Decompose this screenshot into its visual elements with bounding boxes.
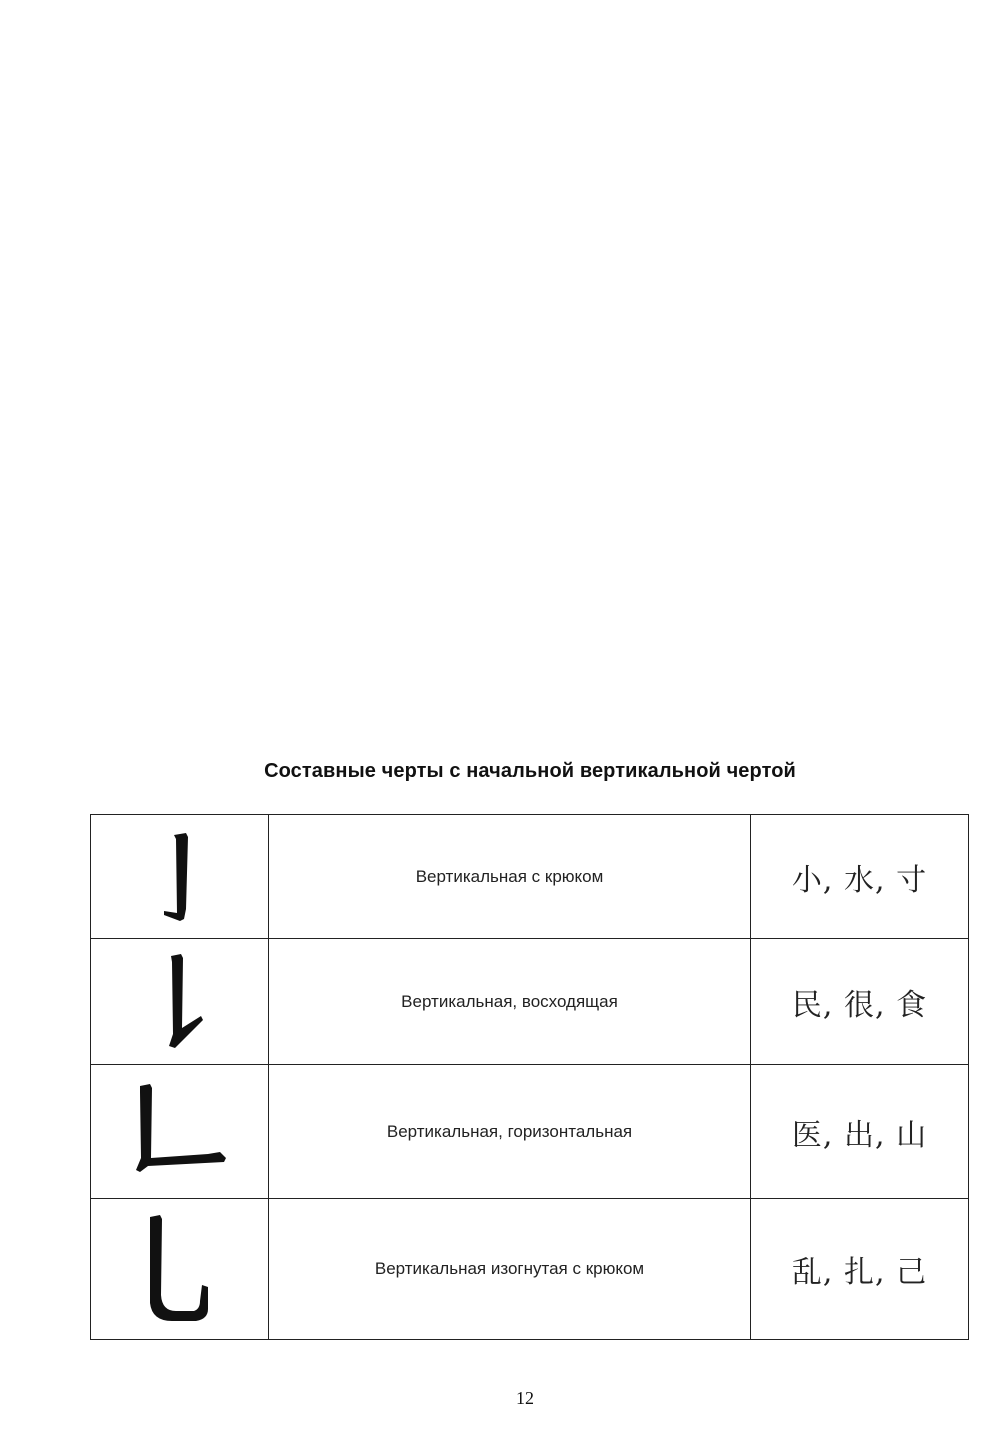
stroke-name: Вертикальная с крюком [269, 815, 751, 939]
stroke-name: Вертикальная, горизонтальная [269, 1065, 751, 1199]
page-title: Составные черты с начальной вертикальной чертой [264, 760, 796, 782]
table-row [91, 1065, 969, 1199]
strokes-table [90, 814, 969, 1340]
stroke-examples: 医, 出, 山 [751, 1065, 969, 1199]
stroke-name: Вертикальная изогнутая с крюком [269, 1199, 751, 1340]
stroke-name: Вертикальная, восходящая [269, 939, 751, 1065]
stroke-examples: 小, 水, 寸 [751, 815, 969, 939]
page-number: 12 [516, 1388, 534, 1408]
stroke-examples: 乱, 扎, 己 [751, 1199, 969, 1340]
vertical-rising-stroke-icon [145, 950, 215, 1054]
stroke-examples: 民, 很, 食 [751, 939, 969, 1065]
vertical-horizontal-stroke-icon [128, 1082, 232, 1182]
table-row [91, 815, 969, 939]
table-row [91, 939, 969, 1065]
vertical-hook-stroke-icon [150, 827, 210, 927]
table-row [91, 1199, 969, 1340]
vertical-bent-hook-stroke-icon [140, 1211, 220, 1327]
